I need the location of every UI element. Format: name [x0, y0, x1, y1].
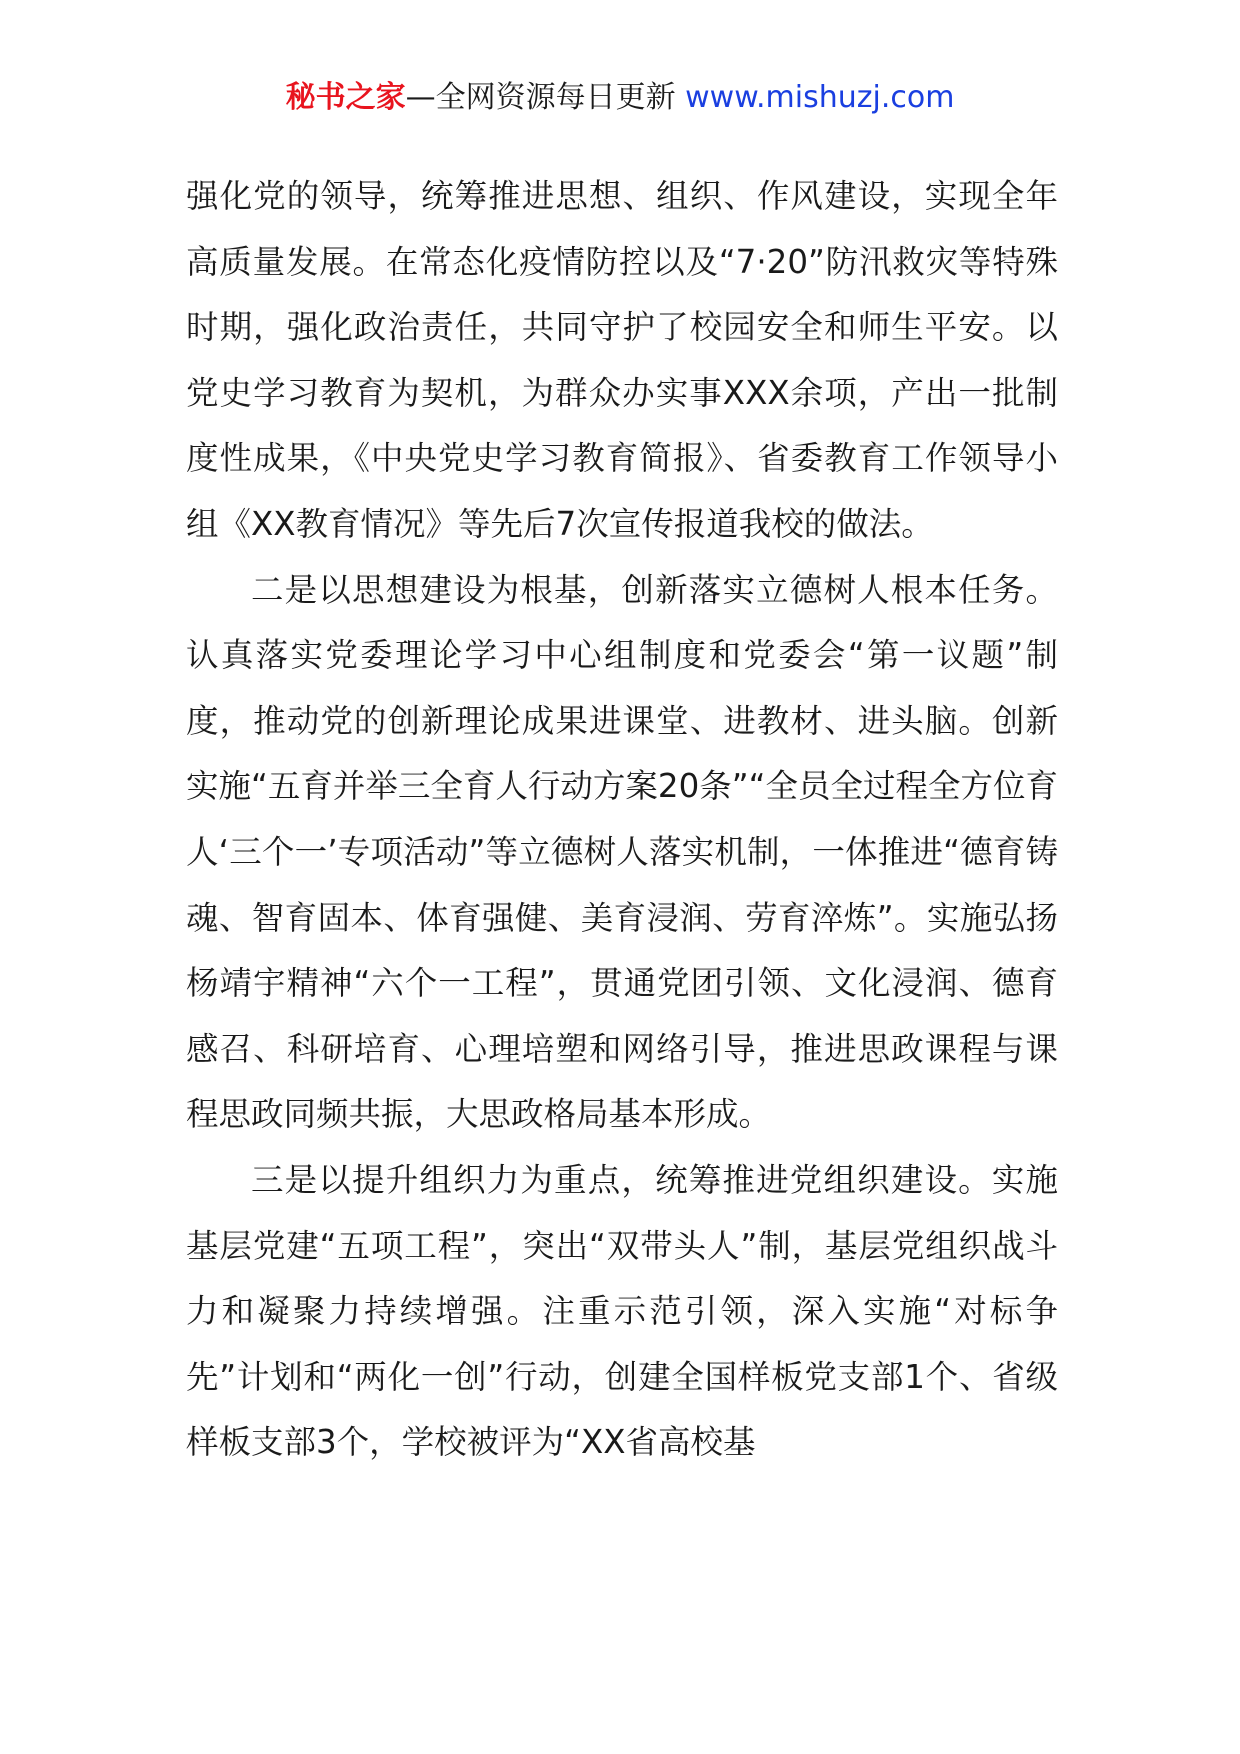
page-header — [0, 76, 1240, 120]
header-url-link[interactable]: www.mishuzj.com — [685, 80, 955, 115]
header-slogan: —全网资源每日更新 — [405, 80, 676, 115]
brand-name: 秘书之家 — [285, 80, 406, 115]
paragraph-organization-building: 三是以提升组织力为重点，统筹推进党组织建设。实施基层党建“五项工程”，突出“双带头人”制，基层党组织战斗力和凝聚力持续增强。注重示范引领，深入实施“对标争先”计划和“两化一创”行动，创建全国样板党支部1个、省级样板支部3个，学校被评为“XX省高校基 — [186, 1160, 1058, 1462]
document-body — [186, 164, 1058, 1476]
paragraph-ideology-building: 二是以思想建设为根基，创新落实立德树人根本任务。认真落实党委理论学习中心组制度和党委会“第一议题”制度，推动党的创新理论成果进课堂、进教材、进头脑。创新实施“五育并举三全育人行动方案20条”“全员全过程全方位育人‘三个一’专项活动”等立德树人落实机制，一体推进“德育铸魂、智育固本、体育强健、美育浸润、劳育淬炼”。实施弘扬杨靖宇精神“六个一工程”，贯通党团引领、文化浸润、德育感召、科研培育、心理培塑和网络引导，推进思政课程与课程思政同频共振，大思政格局基本形成。 — [186, 570, 1058, 1134]
paragraph-continuation: 强化党的领导，统筹推进思想、组织、作风建设，实现全年高质量发展。在常态化疫情防控以及“7·20”防汛救灾等特殊时期，强化政治责任，共同守护了校园安全和师生平安。以党史学习教育为契机，为群众办实事XXX余项，产出一批制度性成果，《中央党史学习教育简报》、省委教育工作领导小组《XX教育情况》等先后7次宣传报道我校的做法。 — [186, 177, 1058, 543]
